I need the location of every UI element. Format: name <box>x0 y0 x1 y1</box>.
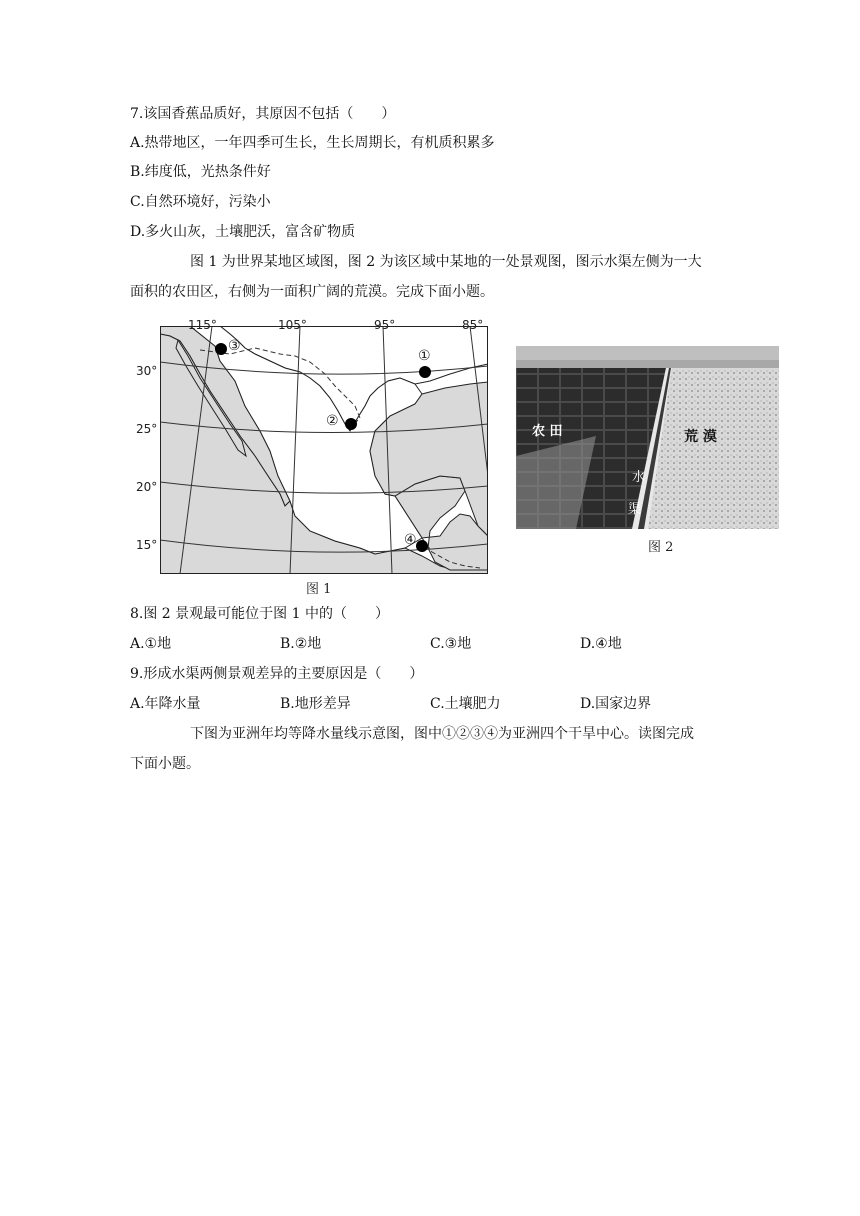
marker-3-dot <box>215 343 227 355</box>
q9-option-c: C.土壤肥力 <box>430 696 501 712</box>
figure2-photo <box>516 346 779 529</box>
q9-stem: 9.形成水渠两侧景观差异的主要原因是（ ） <box>130 666 424 682</box>
desert-label: 荒 漠 <box>684 429 717 445</box>
q8-stem: 8.图 2 景观最可能位于图 1 中的（ ） <box>130 606 389 622</box>
figure2-caption: 图 2 <box>648 540 674 555</box>
lat-label-20: 20° <box>136 480 158 494</box>
lat-label-15: 15° <box>136 538 158 552</box>
lat-label-30: 30° <box>136 364 158 378</box>
lon-label-95: 95° <box>374 318 396 332</box>
marker-2-dot <box>345 418 357 430</box>
passage2-line1: 下图为亚洲年均等降水量线示意图，图中①②③④为亚洲四个干旱中心。读图完成 <box>190 726 694 742</box>
q7-stem: 7.该国香蕉品质好，其原因不包括（ ） <box>130 106 396 122</box>
figure1-caption: 图 1 <box>306 582 332 597</box>
passage2-line2: 下面小题。 <box>130 756 200 772</box>
marker-2-label: ② <box>326 413 339 429</box>
passage1-line2: 面积的农田区，右侧为一面积广阔的荒漠。完成下面小题。 <box>130 284 494 300</box>
q9-option-b: B.地形差异 <box>280 696 351 712</box>
q9-option-a: A.年降水量 <box>130 696 201 712</box>
marker-4-label: ④ <box>404 532 417 548</box>
marker-4-dot <box>416 540 428 552</box>
q7-option-b: B.纬度低，光热条件好 <box>130 164 271 180</box>
lon-label-105: 105° <box>278 318 307 332</box>
q7-option-c: C.自然环境好，污染小 <box>130 194 271 210</box>
marker-1-dot <box>419 366 431 378</box>
canal-label-2: 渠 <box>628 502 642 517</box>
marker-1-label: ① <box>418 348 431 364</box>
q8-option-a: A.①地 <box>130 636 172 652</box>
q8-option-d: D.④地 <box>580 636 622 652</box>
q7-option-a: A.热带地区，一年四季可生长，生长周期长，有机质积累多 <box>130 135 495 151</box>
passage1-line1: 图 1 为世界某地区域图，图 2 为该区域中某地的一处景观图，图示水渠左侧为一大 <box>190 254 702 270</box>
marker-3-label: ③ <box>228 338 241 354</box>
lon-label-85: 85° <box>462 318 484 332</box>
q8-option-b: B.②地 <box>280 636 322 652</box>
lat-label-25: 25° <box>136 422 158 436</box>
figure1-map <box>136 318 488 574</box>
q9-option-d: D.国家边界 <box>580 696 652 712</box>
farmland-label: 农 田 <box>532 424 563 439</box>
lon-label-115: 115° <box>188 318 217 332</box>
map-drawing <box>160 326 488 574</box>
q8-option-c: C.③地 <box>430 636 472 652</box>
canal-label-1: 水 <box>632 470 646 485</box>
q7-option-d: D.多火山灰，土壤肥沃，富含矿物质 <box>130 224 356 240</box>
